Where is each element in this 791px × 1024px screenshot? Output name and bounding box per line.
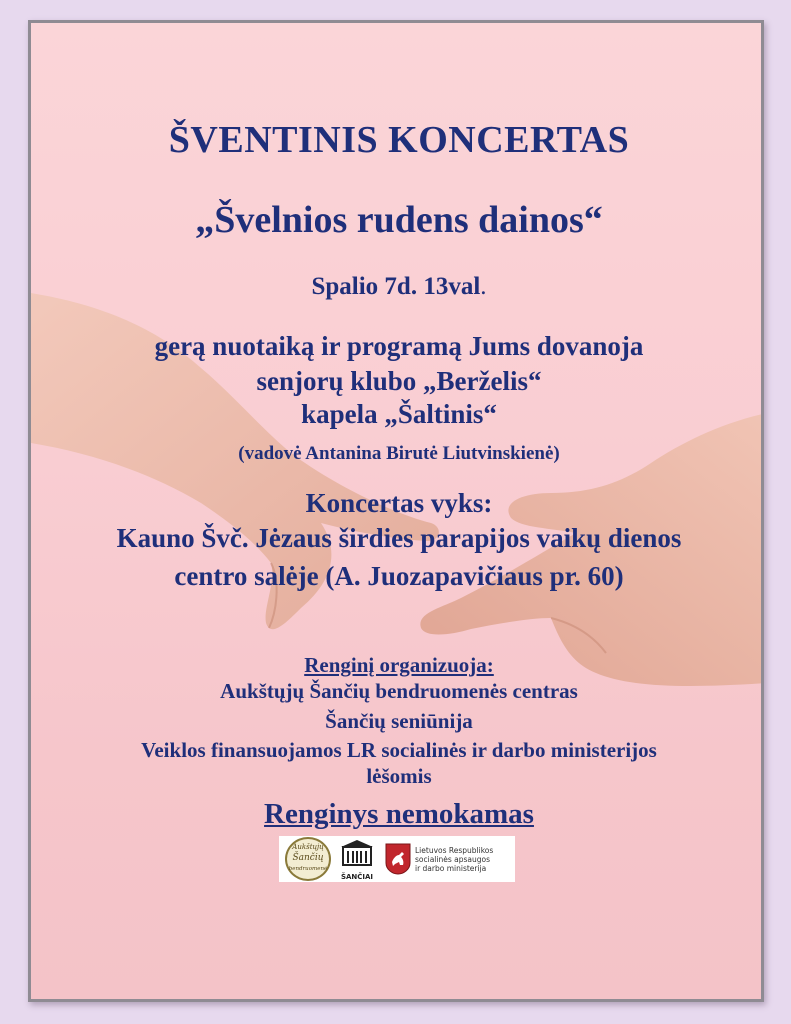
funding-line-2: lėšomis <box>366 764 432 788</box>
building-icon <box>337 837 377 869</box>
funding-line-1: Veiklos finansuojamos LR socialinės ir darbo ministerijos <box>141 738 657 762</box>
community-logo-line-1: Aukštųjų <box>292 843 324 851</box>
venue-line-2: centro salėje (A. Juozapavičiaus pr. 60) <box>174 561 624 591</box>
ministry-logo <box>385 843 493 875</box>
performers-intro: gerą nuotaiką ir programą Jums dovanoja <box>154 331 644 361</box>
performers-band: kapela „Šaltinis“ <box>301 399 497 429</box>
venue-line-1: Kauno Švč. Jėzaus širdies parapijos vaikų dienos <box>116 523 682 553</box>
vytis-coat-of-arms-icon <box>385 843 411 875</box>
free-entry: Renginys nemokamas <box>264 798 534 830</box>
event-date-text: Spalio 7d. 13val <box>311 273 481 300</box>
seniunija-logo <box>337 837 377 881</box>
event-title: ŠVENTINIS KONCERTAS <box>168 119 630 161</box>
performers-leader: (vadovė Antanina Birutė Liutvinskienė) <box>238 443 560 464</box>
venue-heading: Koncertas vyks: <box>305 488 493 518</box>
community-logo-line-3: bendruomenė <box>288 866 328 872</box>
seniunija-logo-label: ŠANČIAI <box>340 873 374 881</box>
event-date-dot: . <box>480 273 487 300</box>
community-logo <box>285 837 331 881</box>
organizer-seniunija: Šančių seniūnija <box>325 709 473 733</box>
event-date <box>31 273 764 301</box>
sponsor-logos <box>279 836 515 882</box>
poster-text <box>31 23 764 1002</box>
poster <box>28 20 764 1002</box>
organizers-heading: Renginį organizuoja: <box>304 653 494 677</box>
ministry-name-line-3: ir darbo ministerija <box>415 863 487 873</box>
community-logo-line-2: Šančių <box>292 853 324 863</box>
ministry-name-line-2: socialinės apsaugos <box>415 854 490 864</box>
ministry-name <box>415 846 493 873</box>
performers-club: senjorų klubo „Berželis“ <box>256 366 542 396</box>
event-subtitle: „Švelnios rudens dainos“ <box>195 199 603 241</box>
ministry-name-line-1: Lietuvos Respublikos <box>415 845 494 855</box>
organizer-community: Aukštųjų Šančių bendruomenės centras <box>220 679 578 703</box>
